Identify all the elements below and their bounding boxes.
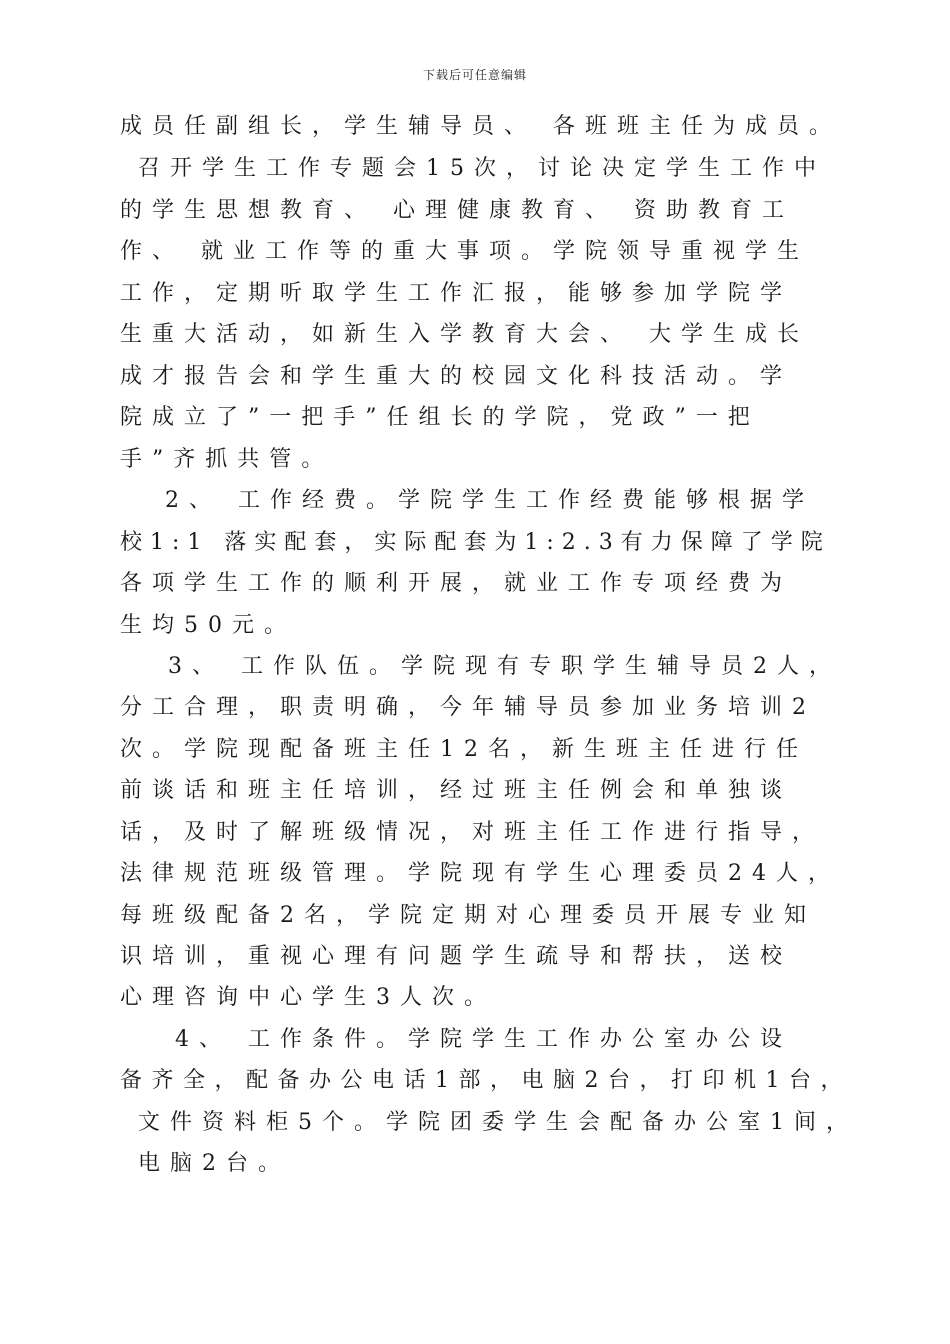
text-line: 工作，定期听取学生工作汇报，能够参加学院学 — [120, 281, 793, 306]
text-line: 分工合理，职责明确，今年辅导员参加业务培训2 — [120, 695, 816, 720]
text-line: 作、 就业工作等的重大事项。学院领导重视学生 — [120, 239, 809, 264]
text-line: 每班级配备2名，学院定期对心理委员开展专业知 — [120, 903, 816, 928]
text-line: 话，及时了解班级情况，对班主任工作进行指导， — [120, 820, 825, 845]
text-line: 校1:1 落实配套，实际配套为1:2.3有力保障了学院 — [120, 530, 831, 555]
text-line: 成员任副组长，学生辅导员、 各班班主任为成员。 — [120, 114, 841, 139]
text-line: 各项学生工作的顺利开展，就业工作专项经费为 — [120, 571, 793, 596]
text-line: 的学生思想教育、 心理健康教育、 资助教育工 — [120, 198, 794, 223]
text-line: 心理咨询中心学生3人次。 — [120, 985, 496, 1010]
text-line: 备齐全，配备办公电话1部，电脑2台，打印机1台， — [120, 1068, 852, 1093]
text-line: 文件资料柜5个。学院团委学生会配备办公室1间， — [138, 1110, 858, 1135]
page-header: 下载后可任意编辑 — [422, 68, 527, 82]
text-line: 召开学生工作专题会15次，讨论决定学生工作中 — [138, 156, 826, 181]
text-line: 生均50元。 — [120, 613, 296, 638]
text-line: 次。学院现配备班主任12名，新生班主任进行任 — [120, 737, 808, 762]
paragraph-4-start: 4、 工作条件。学院学生工作办公室办公设 — [175, 1027, 792, 1052]
paragraph-2-start: 2、 工作经费。学院学生工作经费能够根据学 — [165, 488, 814, 513]
text-line: 法律规范班级管理。学院现有学生心理委员24人， — [120, 861, 840, 886]
text-line: 电脑2台。 — [138, 1151, 290, 1176]
text-line: 院成立了”一把手”任组长的学院，党政”一把 — [120, 405, 760, 430]
text-line: 前谈话和班主任培训，经过班主任例会和单独谈 — [120, 778, 793, 803]
text-line: 生重大活动，如新生入学教育大会、 大学生成长 — [120, 322, 809, 347]
text-line: 手”齐抓共管。 — [120, 447, 334, 472]
text-line: 成才报告会和学生重大的校园文化科技活动。学 — [120, 364, 793, 389]
paragraph-3-start: 3、 工作队伍。学院现有专职学生辅导员2人， — [168, 654, 841, 679]
text-line: 识培训，重视心理有问题学生疏导和帮扶，送校 — [120, 944, 793, 969]
